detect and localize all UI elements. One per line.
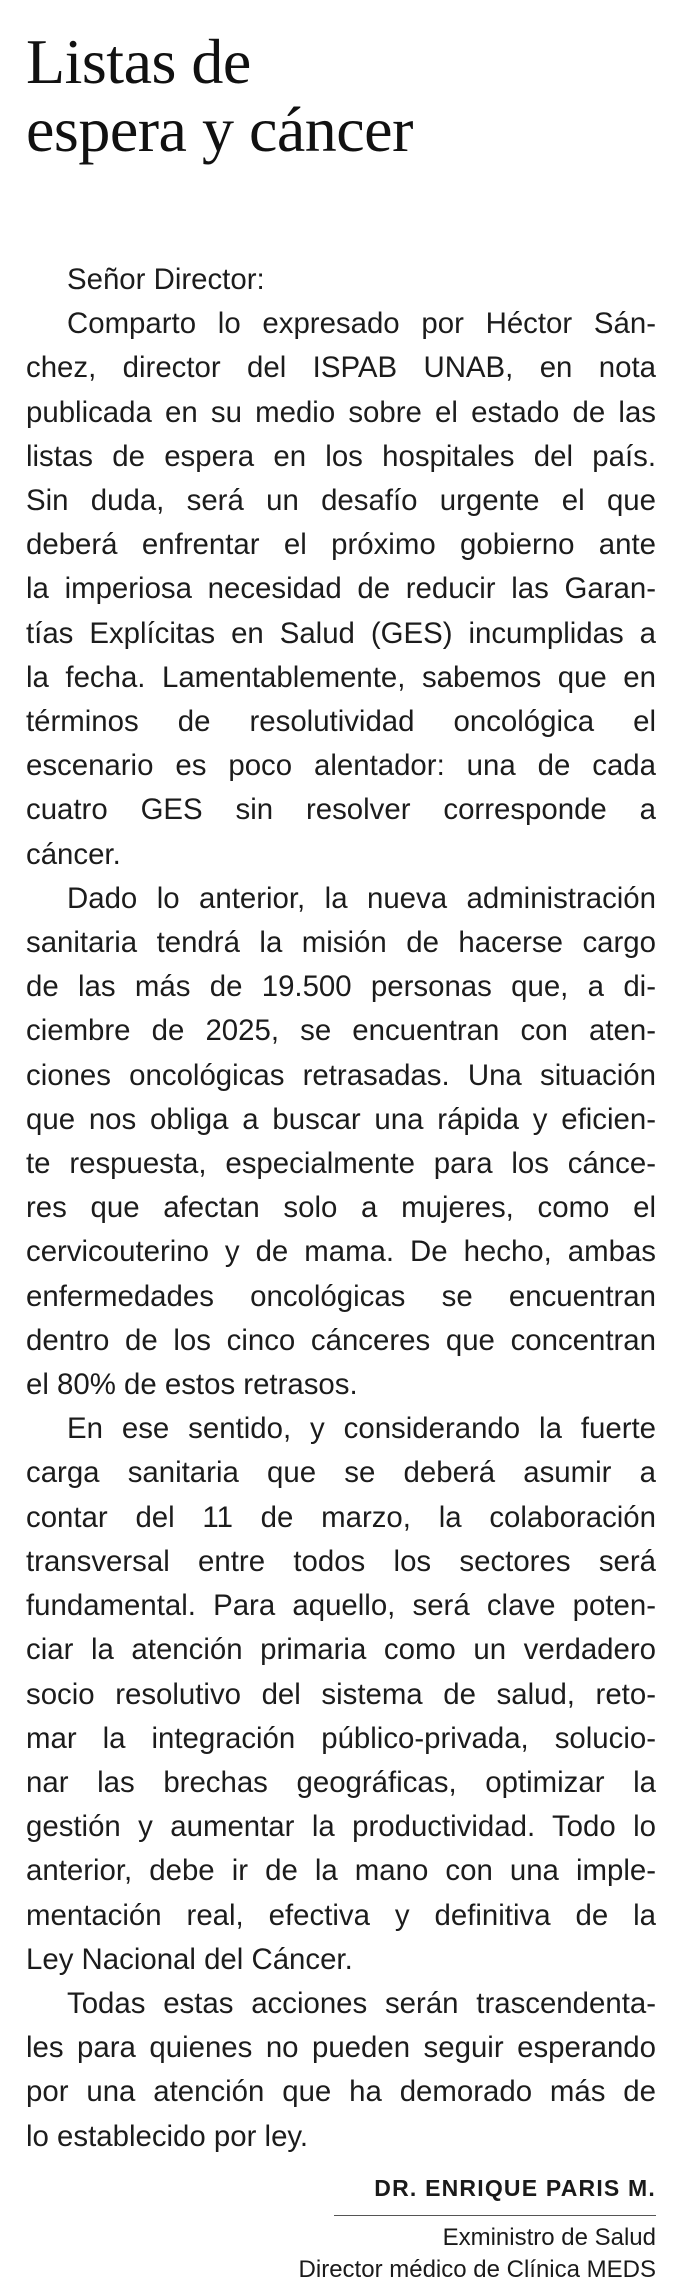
body-line: cáncer. <box>26 837 121 871</box>
signature-block <box>26 2173 656 2286</box>
body-line: publicada en su medio sobre el estado de las <box>26 395 656 429</box>
body-line: anterior, debe ir de la mano con una imple- <box>26 1854 656 1888</box>
salutation: Señor Director: <box>67 263 265 296</box>
body-line: les para quienes no pueden seguir esperando <box>26 2031 656 2065</box>
body-line: Comparto lo expresado por Héctor Sán- <box>67 307 656 341</box>
body-line: que nos obliga a buscar una rápida y eficien- <box>26 1102 656 1136</box>
body-line: el 80% de estos retrasos. <box>26 1368 358 1402</box>
body-line: ciones oncológicas retrasadas. Una situación <box>26 1058 656 1092</box>
body-line: transversal entre todos los sectores será <box>26 1544 656 1578</box>
body-line: mentación real, efectiva y definitiva de la <box>26 1898 656 1932</box>
body-line: cervicouterino y de mama. De hecho, ambas <box>26 1235 656 1269</box>
body-line: dentro de los cinco cánceres que concentran <box>26 1323 656 1357</box>
body-line: En ese sentido, y considerando la fuerte <box>67 1412 656 1446</box>
signature-title: Exministro de Salud <box>442 2223 656 2251</box>
body-line: por una atención que ha demorado más de <box>26 2075 656 2109</box>
body-line: mar la integración público-privada, solucio- <box>26 1721 656 1755</box>
body-line: sanitaria tendrá la misión de hacerse cargo <box>26 926 656 960</box>
headline <box>26 28 656 164</box>
body-line: nar las brechas geográficas, optimizar la <box>26 1765 656 1799</box>
body-line: la fecha. Lamentablemente, sabemos que en <box>26 660 656 694</box>
body-line: listas de espera en los hospitales del país. <box>26 439 656 473</box>
body-line: enfermedades oncológicas se encuentran <box>26 1279 656 1313</box>
body-line: res que afectan solo a mujeres, como el <box>26 1191 656 1225</box>
body-line: escenario es poco alentador: una de cada <box>26 749 656 783</box>
body-line: la imperiosa necesidad de reducir las Garan- <box>26 572 656 606</box>
body-line: contar del 11 de marzo, la colaboración <box>26 1500 656 1534</box>
body-line: lo establecido por ley. <box>26 2119 309 2153</box>
signature-name: DR. ENRIQUE PARIS M. <box>374 2174 656 2201</box>
body-line: Sin duda, será un desafío urgente el que <box>26 484 656 518</box>
body-line: chez, director del ISPAB UNAB, en nota <box>26 351 656 385</box>
signature-divider <box>334 2215 656 2216</box>
headline-line: espera y cáncer <box>26 94 413 165</box>
body-line: socio resolutivo del sistema de salud, reto- <box>26 1677 656 1711</box>
body-line: ciembre de 2025, se encuentran con aten- <box>26 1014 656 1048</box>
body-line: de las más de 19.500 personas que, a di- <box>26 970 656 1004</box>
body-line: fundamental. Para aquello, será clave poten- <box>26 1589 656 1623</box>
body-line: Ley Nacional del Cáncer. <box>26 1942 353 1976</box>
body-line: cuatro GES sin resolver corresponde a <box>26 793 656 827</box>
headline-line: Listas de <box>26 26 251 97</box>
body-line: carga sanitaria que se deberá asumir a <box>26 1456 656 1490</box>
signature-affiliation: Director médico de Clínica MEDS <box>298 2255 656 2283</box>
body-line: ciar la atención primaria como un verdadero <box>26 1633 656 1667</box>
body-line: tías Explícitas en Salud (GES) incumplidas a <box>26 616 656 650</box>
letter-page <box>26 0 656 2286</box>
body-line: términos de resolutividad oncológica el <box>26 705 656 739</box>
body-line: Dado lo anterior, la nueva administración <box>67 881 656 915</box>
body-line: deberá enfrentar el próximo gobierno ante <box>26 528 656 562</box>
body-line: te respuesta, especialmente para los cánce- <box>26 1147 656 1181</box>
body-line: Todas estas acciones serán trascendenta- <box>67 1986 656 2020</box>
body-line: gestión y aumentar la productividad. Todo lo <box>26 1810 656 1844</box>
letter-body <box>26 258 656 2159</box>
